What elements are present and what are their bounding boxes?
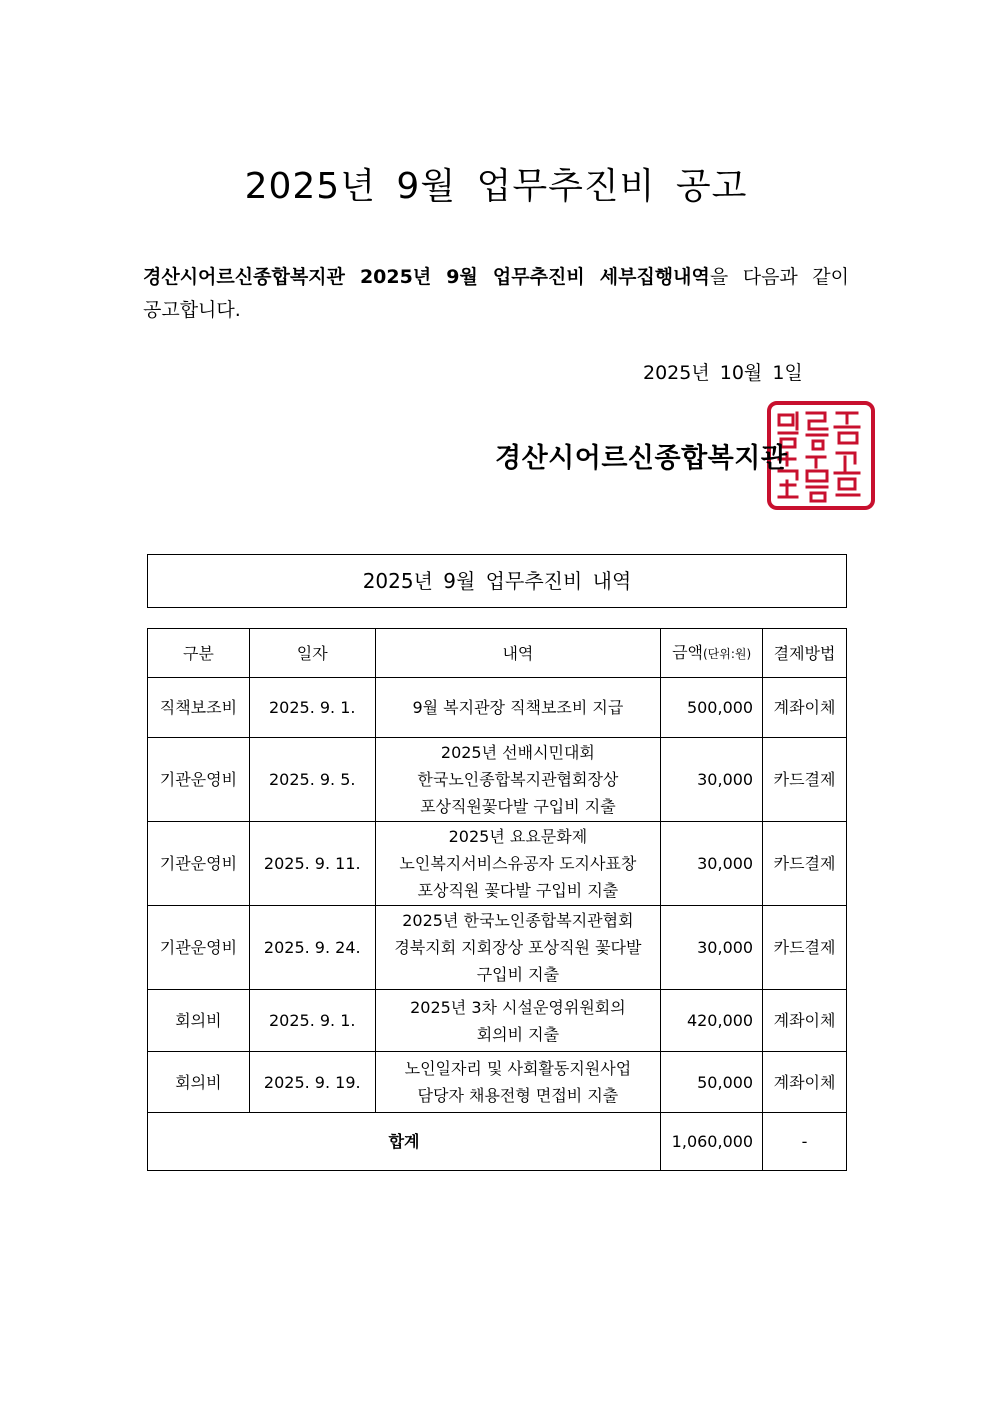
header-detail: 내역	[375, 629, 660, 678]
table-header-row	[148, 629, 847, 678]
table-row	[148, 906, 847, 990]
cell-amount: 30,000	[661, 906, 763, 990]
total-amount: 1,060,000	[661, 1113, 763, 1171]
detail-line: 2025년 선배시민대회	[440, 743, 595, 762]
table-row	[148, 822, 847, 906]
cell-detail	[375, 990, 660, 1052]
expense-table	[147, 628, 847, 1171]
announcement-date: 2025년 10월 1일	[643, 362, 803, 384]
cell-date: 2025. 9. 19.	[249, 1052, 375, 1113]
detail-line: 구입비 지출	[476, 965, 560, 984]
detail-line: 2025년 한국노인종합복지관협회	[402, 911, 634, 930]
cell-category: 회의비	[148, 1052, 250, 1113]
header-date: 일자	[249, 629, 375, 678]
detail-line: 2025년 요요문화제	[448, 827, 588, 846]
total-label: 합계	[148, 1113, 661, 1171]
cell-category: 기관운영비	[148, 906, 250, 990]
cell-method: 계좌이체	[763, 678, 847, 738]
detail-line: 담당자 채용전형 면접비 지출	[417, 1086, 619, 1105]
header-amount	[661, 629, 763, 678]
total-method: -	[763, 1113, 847, 1171]
cell-amount: 420,000	[661, 990, 763, 1052]
cell-method: 계좌이체	[763, 990, 847, 1052]
header-amount-label: 금액	[672, 642, 703, 662]
intro-bold: 경산시어르신종합복지관 2025년 9월 업무추진비 세부집행내역	[143, 266, 710, 288]
table-row	[148, 990, 847, 1052]
intro-line-2: 공고합니다.	[143, 299, 241, 321]
cell-amount: 50,000	[661, 1052, 763, 1113]
cell-amount: 30,000	[661, 822, 763, 906]
cell-date: 2025. 9. 24.	[249, 906, 375, 990]
table-row	[148, 738, 847, 822]
table-row	[148, 1052, 847, 1113]
header-method: 결제방법	[763, 629, 847, 678]
detail-line: 회의비 지출	[476, 1024, 560, 1044]
cell-date: 2025. 9. 1.	[249, 678, 375, 738]
cell-date: 2025. 9. 11.	[249, 822, 375, 906]
detail-line: 경북지회 지회장상 포상직원 꽃다발	[394, 938, 642, 957]
table-row	[148, 678, 847, 738]
detail-line: 포상직원꽃다발 구입비 지출	[420, 797, 616, 816]
table-title: 2025년 9월 업무추진비 내역	[147, 554, 847, 608]
detail-line: 포상직원 꽃다발 구입비 지출	[417, 881, 619, 900]
cell-category: 직책보조비	[148, 678, 250, 738]
organization-name: 경산시어르신종합복지관	[495, 443, 788, 474]
intro-rest: 을 다음과 같이	[709, 266, 849, 288]
detail-line: 9월 복지관장 직책보조비 지급	[412, 698, 624, 717]
cell-detail	[375, 738, 660, 822]
header-category: 구분	[148, 629, 250, 678]
page-title: 2025년 9월 업무추진비 공고	[244, 166, 748, 207]
cell-date: 2025. 9. 1.	[249, 990, 375, 1052]
cell-method: 카드결제	[763, 738, 847, 822]
intro-paragraph	[143, 261, 849, 294]
cell-detail	[375, 822, 660, 906]
detail-line: 노인일자리 및 사회활동지원사업	[404, 1059, 632, 1078]
total-row	[148, 1113, 847, 1171]
detail-line: 한국노인종합복지관협회장상	[417, 770, 619, 789]
cell-amount: 30,000	[661, 738, 763, 822]
detail-line: 노인복지서비스유공자 도지사표창	[399, 854, 637, 873]
cell-amount: 500,000	[661, 678, 763, 738]
detail-line: 2025년 3차 시설운영위원회의	[410, 997, 626, 1017]
cell-category: 회의비	[148, 990, 250, 1052]
cell-category: 기관운영비	[148, 822, 250, 906]
cell-method: 카드결제	[763, 822, 847, 906]
header-amount-unit: (단위:원)	[702, 646, 752, 661]
cell-detail	[375, 1052, 660, 1113]
cell-category: 기관운영비	[148, 738, 250, 822]
cell-method: 카드결제	[763, 906, 847, 990]
cell-detail	[375, 678, 660, 738]
cell-date: 2025. 9. 5.	[249, 738, 375, 822]
cell-detail	[375, 906, 660, 990]
cell-method: 계좌이체	[763, 1052, 847, 1113]
